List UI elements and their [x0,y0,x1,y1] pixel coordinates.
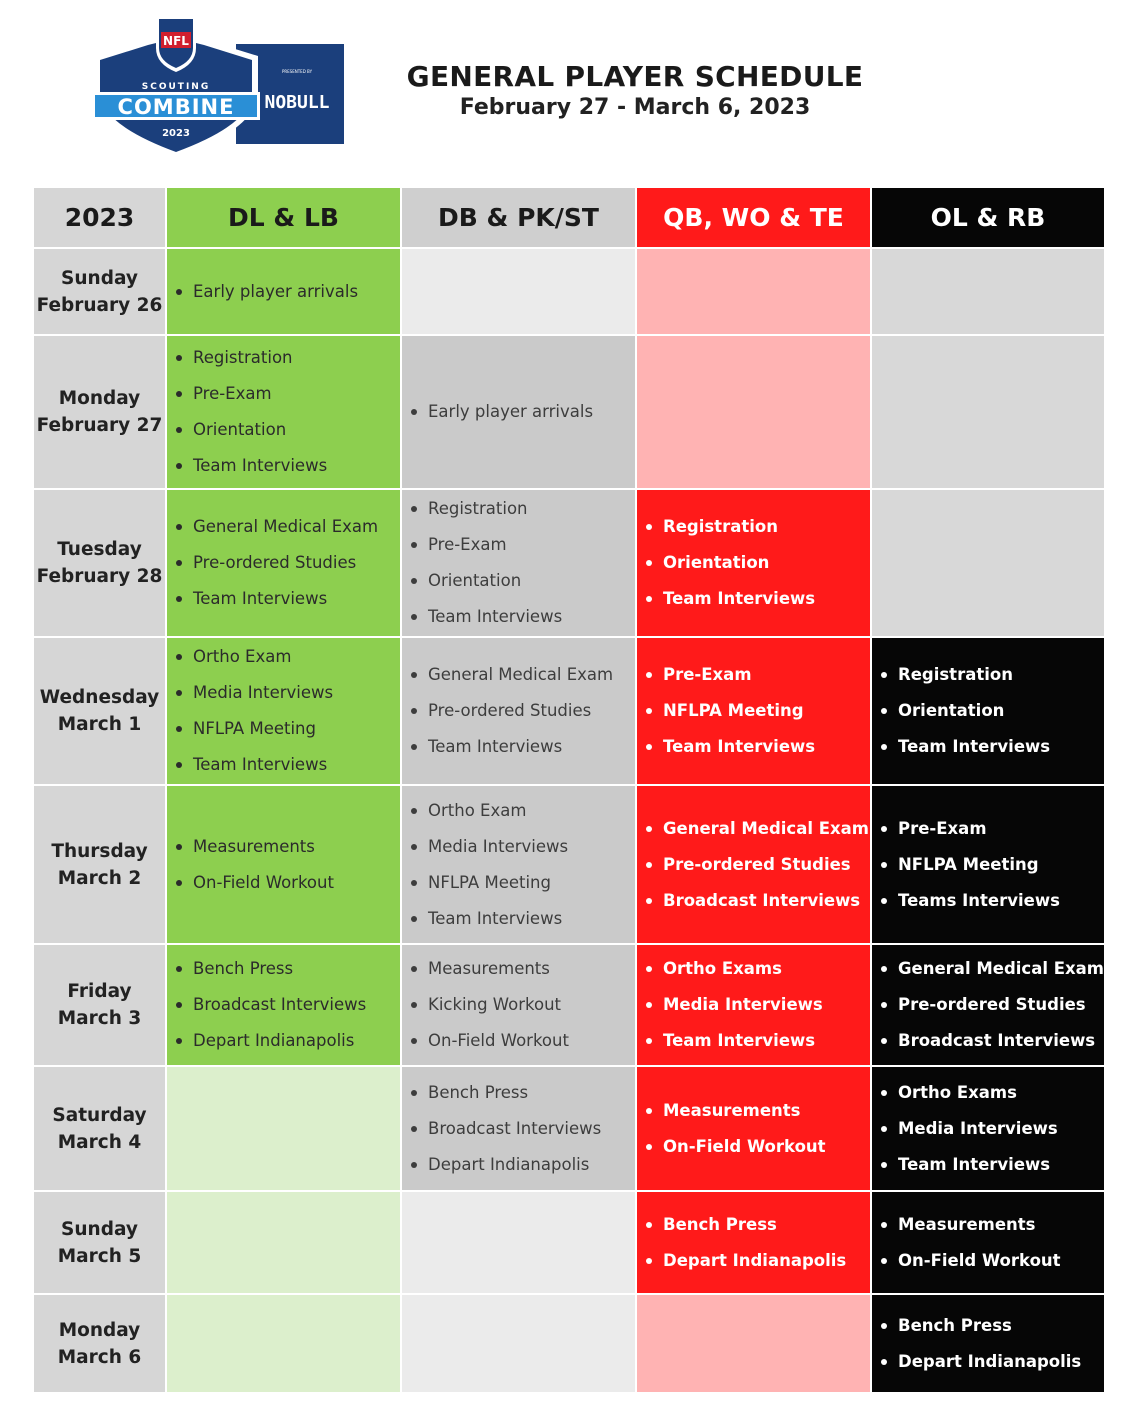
activity-list [167,829,400,901]
schedule-table [34,188,1104,1384]
schedule-cell-qb-wo-te [637,1192,870,1293]
activity-list [167,951,400,1059]
schedule-cell-ol-rb [872,1192,1104,1293]
activity-item: On-Field Workout [410,1023,635,1059]
schedule-cell-db-pk-st [402,1295,635,1392]
day-date: March 6 [57,1346,142,1368]
schedule-cell-dl-lb [167,249,400,334]
day-date: March 5 [57,1245,142,1267]
logo-combine-text: COMBINE [117,95,235,119]
activity-item: Ortho Exams [645,951,870,987]
activity-list [637,811,870,919]
activity-item: Team Interviews [410,729,635,765]
activity-list [402,657,635,765]
day-name: Saturday [52,1104,147,1126]
day-date: March 2 [57,867,142,889]
schedule-cell-dl-lb [167,638,400,784]
schedule-cell-ol-rb [872,1295,1104,1392]
activity-item: Team Interviews [880,1147,1104,1183]
activity-item: Pre-ordered Studies [410,693,635,729]
activity-list [637,1207,870,1279]
schedule-cell-ol-rb [872,1067,1104,1190]
activity-item: Measurements [175,829,400,865]
schedule-cell-db-pk-st [402,786,635,943]
activity-item: Bench Press [880,1308,1104,1344]
activity-item: Team Interviews [880,729,1104,765]
activity-item: Ortho Exams [880,1075,1104,1111]
column-header-qb-wo-te: QB, WO & TE [637,188,870,247]
day-cell [34,1295,165,1392]
activity-item: Early player arrivals [410,394,635,430]
schedule-cell-qb-wo-te [637,490,870,636]
schedule-cell-dl-lb [167,945,400,1065]
day-date: March 1 [57,714,142,735]
activity-item: Depart Indianapolis [175,1023,400,1059]
activity-list [872,1207,1104,1279]
activity-item: Ortho Exam [410,793,635,829]
schedule-cell-db-pk-st [402,638,635,784]
schedule-cell-dl-lb [167,1067,400,1190]
logo-sponsor-text: NOBULL [264,92,330,113]
logo-arc-text: SCOUTING [141,82,211,92]
activity-item: Pre-Exam [880,811,1104,847]
schedule-cell-qb-wo-te [637,1295,870,1392]
day-cell [34,336,165,488]
activity-list [637,1093,870,1165]
schedule-cell-ol-rb [872,638,1104,784]
activity-item: General Medical Exam [175,509,400,545]
activity-list [872,1075,1104,1183]
day-date: February 28 [36,566,163,587]
schedule-cell-ol-rb [872,336,1104,488]
activity-item: General Medical Exam [880,951,1104,987]
day-cell [34,1067,165,1190]
schedule-cell-ol-rb [872,249,1104,334]
activity-item: Pre-ordered Studies [880,987,1104,1023]
day-date: March 4 [57,1131,142,1153]
activity-item: Orientation [880,693,1104,729]
schedule-cell-ol-rb [872,490,1104,636]
activity-item: Measurements [410,951,635,987]
day-date: February 26 [36,294,163,316]
schedule-cell-qb-wo-te [637,638,870,784]
activity-item: Broadcast Interviews [175,987,400,1023]
activity-item: General Medical Exam [410,657,635,693]
activity-item: Media Interviews [645,987,870,1023]
activity-item: Pre-ordered Studies [175,545,400,581]
activity-item: Depart Indianapolis [645,1243,870,1279]
activity-list [872,811,1104,919]
activity-item: NFLPA Meeting [880,847,1104,883]
activity-list [637,509,870,617]
schedule-cell-db-pk-st [402,1192,635,1293]
day-cell [34,249,165,334]
day-date: February 27 [36,415,163,436]
activity-item: Broadcast Interviews [880,1023,1104,1059]
activity-item: Orientation [410,563,635,599]
day-name: Monday [58,388,141,409]
activity-list [402,1075,635,1183]
schedule-cell-dl-lb [167,490,400,636]
day-name: Friday [67,981,132,1002]
activity-list [872,1308,1104,1380]
schedule-cell-db-pk-st [402,945,635,1065]
activity-list [637,657,870,765]
day-name: Wednesday [39,687,160,708]
page-title: GENERAL PLAYER SCHEDULE [406,60,864,93]
activity-item: Depart Indianapolis [880,1344,1104,1380]
schedule-cell-qb-wo-te [637,945,870,1065]
schedule-cell-db-pk-st [402,1067,635,1190]
activity-item: Broadcast Interviews [645,883,870,919]
schedule-cell-qb-wo-te [637,786,870,943]
schedule-cell-qb-wo-te [637,1067,870,1190]
combine-logo [86,10,348,162]
column-header-ol-rb: OL & RB [872,188,1104,247]
activity-item: NFLPA Meeting [175,711,400,747]
activity-item: Pre-Exam [645,657,870,693]
activity-item: Media Interviews [880,1111,1104,1147]
activity-item: Pre-Exam [410,527,635,563]
nfl-shield-text: NFL [163,34,189,48]
column-header-dl-lb: DL & LB [167,188,400,247]
activity-list [402,394,635,430]
activity-item: Team Interviews [645,729,870,765]
schedule-cell-db-pk-st [402,249,635,334]
column-header-db-pk-st: DB & PK/ST [402,188,635,247]
activity-item: Registration [410,491,635,527]
activity-item: NFLPA Meeting [645,693,870,729]
activity-item: Ortho Exam [175,639,400,675]
activity-list [402,491,635,635]
activity-item: Measurements [645,1093,870,1129]
activity-list [167,639,400,783]
activity-item: Depart Indianapolis [410,1147,635,1183]
activity-item: Bench Press [645,1207,870,1243]
day-name: Sunday [61,267,138,289]
activity-item: Registration [175,340,400,376]
schedule-cell-ol-rb [872,945,1104,1065]
activity-item: Bench Press [175,951,400,987]
activity-item: Teams Interviews [880,883,1104,919]
day-cell [34,638,165,784]
activity-item: Pre-ordered Studies [645,847,870,883]
schedule-cell-qb-wo-te [637,249,870,334]
activity-list [402,951,635,1059]
day-name: Thursday [51,840,148,862]
logo-presented-by: PRESENTED BY [281,69,313,74]
activity-item: Team Interviews [645,1023,870,1059]
activity-item: Team Interviews [645,581,870,617]
day-cell [34,945,165,1065]
activity-item: Early player arrivals [175,274,400,310]
activity-item: On-Field Workout [880,1243,1104,1279]
activity-item: Team Interviews [410,901,635,937]
schedule-cell-db-pk-st [402,490,635,636]
activity-item: NFLPA Meeting [410,865,635,901]
activity-item: General Medical Exam [645,811,870,847]
schedule-cell-ol-rb [872,786,1104,943]
schedule-cell-db-pk-st [402,336,635,488]
activity-item: Pre-Exam [175,376,400,412]
day-name: Sunday [61,1218,138,1240]
activity-list [872,951,1104,1059]
date-range: February 27 - March 6, 2023 [459,95,811,120]
activity-list [402,793,635,937]
day-cell [34,786,165,943]
activity-item: On-Field Workout [645,1129,870,1165]
activity-item: Bench Press [410,1075,635,1111]
activity-item: Registration [880,657,1104,693]
activity-item: Orientation [645,545,870,581]
schedule-cell-dl-lb [167,336,400,488]
schedule-cell-qb-wo-te [637,336,870,488]
schedule-cell-dl-lb [167,1295,400,1392]
activity-list [167,274,400,310]
column-header-year: 2023 [34,188,165,247]
activity-item: Kicking Workout [410,987,635,1023]
activity-item: Orientation [175,412,400,448]
activity-item: Registration [645,509,870,545]
activity-item: Broadcast Interviews [410,1111,635,1147]
activity-item: Team Interviews [175,747,400,783]
activity-item: Team Interviews [175,581,400,617]
activity-list [872,657,1104,765]
title-block [400,60,870,122]
schedule-cell-dl-lb [167,786,400,943]
day-cell [34,1192,165,1293]
day-name: Tuesday [57,539,142,560]
schedule-cell-dl-lb [167,1192,400,1293]
activity-item: Team Interviews [175,448,400,484]
activity-list [637,951,870,1059]
day-date: March 3 [57,1008,142,1029]
activity-item: Media Interviews [175,675,400,711]
logo-year-text: 2023 [162,128,190,139]
activity-list [167,509,400,617]
activity-item: Measurements [880,1207,1104,1243]
activity-item: Media Interviews [410,829,635,865]
day-name: Monday [58,1319,141,1341]
activity-list [167,340,400,484]
activity-item: On-Field Workout [175,865,400,901]
day-cell [34,490,165,636]
activity-item: Team Interviews [410,599,635,635]
